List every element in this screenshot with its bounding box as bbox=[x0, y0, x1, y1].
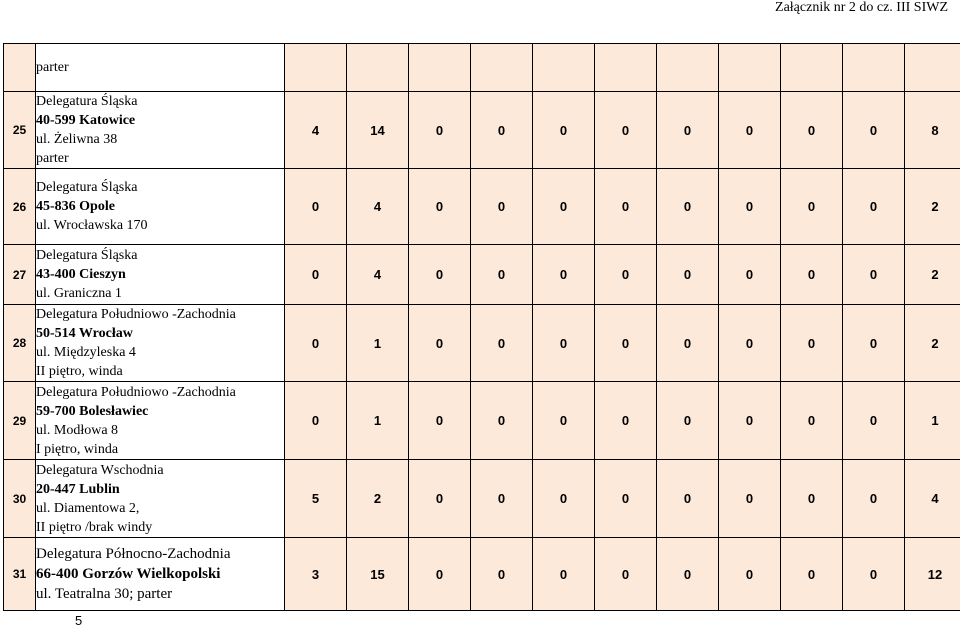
value-cell: 0 bbox=[843, 460, 905, 538]
value-cell: 0 bbox=[533, 245, 595, 305]
value-cell: 4 bbox=[905, 460, 960, 538]
value-cell: 0 bbox=[781, 245, 843, 305]
address-line: II piętro, winda bbox=[36, 364, 123, 379]
address-cell bbox=[36, 245, 285, 305]
value-cell: 0 bbox=[285, 305, 347, 382]
value-cell: 0 bbox=[843, 538, 905, 611]
table-row bbox=[4, 92, 960, 169]
value-cell: 0 bbox=[657, 538, 719, 611]
value-cell: 4 bbox=[347, 169, 409, 245]
address-line: Delegatura Śląska bbox=[36, 248, 138, 263]
value-cell: 0 bbox=[657, 92, 719, 169]
address-city-line: 50-514 Wrocław bbox=[36, 326, 133, 341]
value-cell: 0 bbox=[719, 305, 781, 382]
row-number: 25 bbox=[4, 92, 36, 169]
address-line: Delegatura Południowo -Zachodnia bbox=[36, 384, 236, 400]
value-cell: 0 bbox=[595, 460, 657, 538]
value-cell: 0 bbox=[657, 305, 719, 382]
row-number: 30 bbox=[4, 460, 36, 538]
value-cell: 0 bbox=[595, 169, 657, 245]
value-cell: 0 bbox=[843, 305, 905, 382]
address-cell bbox=[36, 169, 285, 245]
value-cell bbox=[533, 44, 595, 92]
value-cell: 0 bbox=[781, 92, 843, 169]
value-cell: 0 bbox=[781, 460, 843, 538]
value-cell bbox=[285, 44, 347, 92]
address-line: Delegatura Południowo -Zachodnia bbox=[36, 307, 236, 322]
value-cell bbox=[657, 44, 719, 92]
table-row bbox=[4, 305, 960, 382]
address-line: parter bbox=[36, 60, 69, 75]
value-cell: 2 bbox=[905, 245, 960, 305]
value-cell: 0 bbox=[285, 382, 347, 460]
table-row bbox=[4, 245, 960, 305]
value-cell bbox=[905, 44, 960, 92]
value-cell: 0 bbox=[409, 305, 471, 382]
value-cell: 0 bbox=[781, 169, 843, 245]
value-cell: 12 bbox=[905, 538, 960, 611]
address-city-line: 20-447 Lublin bbox=[36, 481, 120, 497]
value-cell: 0 bbox=[719, 382, 781, 460]
value-cell: 0 bbox=[595, 245, 657, 305]
value-cell: 0 bbox=[471, 245, 533, 305]
address-line: I piętro, winda bbox=[36, 441, 119, 457]
value-cell bbox=[719, 44, 781, 92]
value-cell: 4 bbox=[347, 245, 409, 305]
address-cell bbox=[36, 382, 285, 460]
address-city-line: 40-599 Katowice bbox=[36, 113, 136, 128]
value-cell: 0 bbox=[533, 538, 595, 611]
value-cell bbox=[781, 44, 843, 92]
value-cell: 0 bbox=[471, 460, 533, 538]
value-cell: 0 bbox=[657, 245, 719, 305]
row-number: 31 bbox=[4, 538, 36, 611]
address-line: ul. Teatralna 30; parter bbox=[36, 586, 173, 602]
value-cell: 0 bbox=[533, 169, 595, 245]
table-row bbox=[4, 460, 960, 538]
address-line: Delegatura Śląska bbox=[36, 180, 138, 195]
value-cell: 1 bbox=[347, 382, 409, 460]
value-cell: 0 bbox=[533, 382, 595, 460]
table-row bbox=[4, 382, 960, 460]
value-cell: 0 bbox=[409, 382, 471, 460]
address-line: parter bbox=[36, 151, 69, 166]
address-cell bbox=[36, 305, 285, 382]
address-line: Delegatura Wschodnia bbox=[36, 462, 164, 478]
page-number: 5 bbox=[75, 613, 83, 628]
value-cell: 0 bbox=[595, 382, 657, 460]
value-cell: 0 bbox=[781, 305, 843, 382]
value-cell: 0 bbox=[719, 460, 781, 538]
value-cell: 0 bbox=[471, 305, 533, 382]
address-line: ul. Wrocławska 170 bbox=[36, 218, 148, 233]
table-body bbox=[4, 44, 960, 611]
attachment-note: Załącznik nr 2 do cz. III SIWZ bbox=[775, 0, 948, 15]
value-cell: 0 bbox=[409, 538, 471, 611]
value-cell: 0 bbox=[719, 92, 781, 169]
value-cell bbox=[595, 44, 657, 92]
value-cell: 0 bbox=[595, 538, 657, 611]
value-cell: 0 bbox=[843, 245, 905, 305]
value-cell: 0 bbox=[409, 92, 471, 169]
value-cell: 3 bbox=[285, 538, 347, 611]
value-cell: 0 bbox=[533, 460, 595, 538]
value-cell: 0 bbox=[471, 92, 533, 169]
value-cell: 0 bbox=[657, 460, 719, 538]
value-cell: 1 bbox=[347, 305, 409, 382]
address-city-line: 45-836 Opole bbox=[36, 199, 115, 214]
value-cell: 0 bbox=[595, 305, 657, 382]
value-cell: 14 bbox=[347, 92, 409, 169]
value-cell: 5 bbox=[285, 460, 347, 538]
address-cell bbox=[36, 92, 285, 169]
value-cell: 1 bbox=[905, 382, 960, 460]
table-row bbox=[4, 44, 960, 92]
value-cell: 0 bbox=[285, 169, 347, 245]
value-cell: 0 bbox=[409, 245, 471, 305]
address-line: ul. Żeliwna 38 bbox=[36, 132, 118, 147]
value-cell: 0 bbox=[843, 169, 905, 245]
value-cell bbox=[843, 44, 905, 92]
value-cell: 15 bbox=[347, 538, 409, 611]
table-row bbox=[4, 538, 960, 611]
delegations-table bbox=[3, 43, 960, 611]
value-cell: 0 bbox=[533, 92, 595, 169]
value-cell: 2 bbox=[905, 305, 960, 382]
value-cell: 0 bbox=[409, 169, 471, 245]
value-cell: 0 bbox=[285, 245, 347, 305]
value-cell: 0 bbox=[471, 382, 533, 460]
value-cell: 2 bbox=[905, 169, 960, 245]
value-cell: 0 bbox=[843, 92, 905, 169]
value-cell: 0 bbox=[719, 245, 781, 305]
address-city-line: 43-400 Cieszyn bbox=[36, 267, 126, 282]
address-line: ul. Międzyleska 4 bbox=[36, 345, 136, 360]
value-cell: 0 bbox=[409, 460, 471, 538]
value-cell: 2 bbox=[347, 460, 409, 538]
value-cell bbox=[471, 44, 533, 92]
value-cell: 0 bbox=[719, 169, 781, 245]
value-cell: 0 bbox=[471, 169, 533, 245]
row-number bbox=[4, 44, 36, 92]
value-cell: 8 bbox=[905, 92, 960, 169]
value-cell: 0 bbox=[595, 92, 657, 169]
address-line: ul. Diamentowa 2, bbox=[36, 500, 140, 516]
address-line: Delegatura Śląska bbox=[36, 94, 138, 109]
value-cell: 0 bbox=[719, 538, 781, 611]
value-cell: 0 bbox=[781, 538, 843, 611]
value-cell: 4 bbox=[285, 92, 347, 169]
address-line: Delegatura Północno-Zachodnia bbox=[36, 546, 231, 562]
address-line: ul. Modłowa 8 bbox=[36, 422, 119, 438]
value-cell: 0 bbox=[781, 382, 843, 460]
value-cell: 0 bbox=[657, 169, 719, 245]
address-city-line: 66-400 Gorzów Wielkopolski bbox=[36, 566, 221, 582]
address-cell bbox=[36, 460, 285, 538]
value-cell bbox=[347, 44, 409, 92]
value-cell: 0 bbox=[471, 538, 533, 611]
value-cell: 0 bbox=[843, 382, 905, 460]
address-cell bbox=[36, 538, 285, 611]
value-cell: 0 bbox=[657, 382, 719, 460]
row-number: 26 bbox=[4, 169, 36, 245]
value-cell: 0 bbox=[533, 305, 595, 382]
address-cell bbox=[36, 44, 285, 92]
address-line: II piętro /brak windy bbox=[36, 519, 153, 535]
table-row bbox=[4, 169, 960, 245]
row-number: 27 bbox=[4, 245, 36, 305]
address-city-line: 59-700 Bolesławiec bbox=[36, 403, 149, 419]
address-line: ul. Graniczna 1 bbox=[36, 286, 122, 301]
value-cell bbox=[409, 44, 471, 92]
row-number: 28 bbox=[4, 305, 36, 382]
row-number: 29 bbox=[4, 382, 36, 460]
